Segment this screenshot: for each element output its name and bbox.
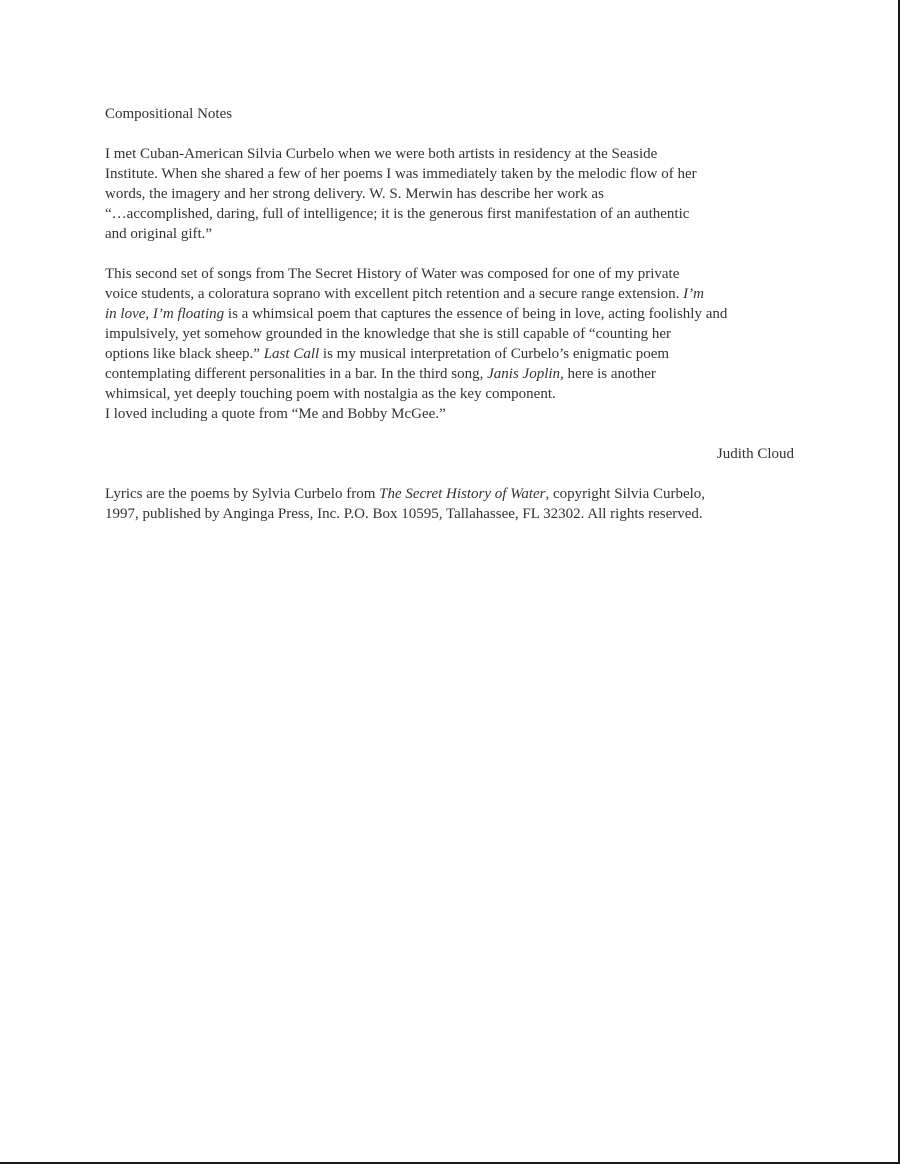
text-line: voice students, a coloratura soprano with excellent pitch retention and a secure range extension. [105, 286, 684, 302]
text-line: impulsively, yet somehow grounded in the knowledge that she is still capable of “counting her [105, 326, 671, 342]
text-line: here is another [563, 366, 656, 382]
text-line: 1997, published by Anginga Press, Inc. P.O. Box 10595, Tallahassee, FL 32302. All rights reserved. [105, 506, 703, 522]
text-line: “…accomplished, daring, full of intelligence; it is the generous first manifestation of an authentic [105, 206, 690, 222]
text-line: I met Cuban-American Silvia Curbelo when we were both artists in residency at the Seaside [105, 146, 658, 162]
text-line: Lyrics are the poems by Sylvia Curbelo from [105, 486, 380, 502]
paragraph-intro [105, 144, 805, 244]
text-line: is a whimsical poem that captures the essence of being in love, acting foolishly and [224, 306, 728, 322]
text-line: This second set of songs from The Secret History of Water was composed for one of my private [105, 266, 680, 282]
text-line: is my musical interpretation of Curbelo’s enigmatic poem [319, 346, 670, 362]
text-line: words, the imagery and her strong delivery. W. S. Merwin has describe her work as [105, 186, 604, 202]
text-line: whimsical, yet deeply touching poem with nostalgia as the key component. [105, 386, 556, 402]
book-title-italic: The Secret History of Water [379, 486, 546, 502]
song-title-italic: in love, I’m floating [105, 306, 225, 322]
song-title-italic: Last Call [263, 346, 320, 362]
text-line: contemplating different personalities in a bar. In the third song, [105, 366, 488, 382]
text-line: options like black sheep.” [105, 346, 264, 362]
text-line: I loved including a quote from “Me and Bobby McGee.” [105, 406, 446, 422]
author-signature: Judith Cloud [716, 446, 794, 462]
text-line: , copyright Silvia Curbelo, [545, 486, 706, 502]
paragraph-songs [105, 264, 805, 424]
document-title: Compositional Notes [105, 106, 233, 122]
song-title-italic: Janis Joplin, [487, 366, 564, 382]
song-title-italic: I’m [683, 286, 704, 302]
paragraph-copyright [105, 484, 805, 524]
document-body [105, 104, 805, 544]
text-line: and original gift.” [105, 226, 213, 242]
text-line: Institute. When she shared a few of her poems I was immediately taken by the melodic flow of her [105, 166, 697, 182]
